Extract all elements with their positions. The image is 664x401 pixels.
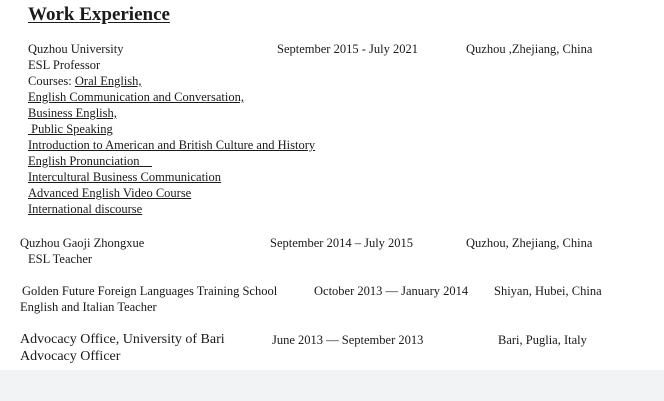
job-2-organization: Quzhou Gaoji Zhongxue <box>20 236 145 250</box>
job-4-dates: June 2013 — September 2013 <box>272 333 424 347</box>
course-item: Public Speaking <box>28 122 113 136</box>
course-item: Advanced English Video Course <box>28 186 192 200</box>
job-3-location: Shiyan, Hubei, China <box>494 284 602 298</box>
job-2-location: Quzhou, Zhejiang, China <box>466 236 593 250</box>
job-3-organization: Golden Future Foreign Languages Training School <box>22 284 278 298</box>
job-2-role: ESL Teacher <box>28 252 93 266</box>
job-4-role: Advocacy Officer <box>20 349 121 364</box>
page-bottom-margin <box>0 370 664 401</box>
course-item: English Pronunciation <box>28 154 152 168</box>
course-item: Oral English, <box>74 74 142 88</box>
job-3-dates: October 2013 — January 2014 <box>314 284 469 298</box>
job-1-dates: September 2015 - July 2021 <box>277 42 418 56</box>
job-1-role: ESL Professor <box>28 58 101 72</box>
courses-label: Courses: <box>28 74 72 88</box>
job-3-role: English and Italian Teacher <box>20 300 157 314</box>
job-2-dates: September 2014 – July 2015 <box>270 236 414 250</box>
course-item: Introduction to American and British Culture and History <box>28 138 316 152</box>
section-heading: Work Experience <box>28 4 170 25</box>
job-4-location: Bari, Puglia, Italy <box>498 333 587 347</box>
course-item: Business English, <box>28 106 117 120</box>
job-1-courses-line <box>28 74 142 89</box>
job-1-organization: Quzhou University <box>28 42 124 56</box>
course-item: Intercultural Business Communication <box>28 170 222 184</box>
job-1-location: Quzhou ,Zhejiang, China <box>466 42 593 56</box>
job-4-organization: Advocacy Office, University of Bari <box>20 332 225 347</box>
course-item: English Communication and Conversation, <box>28 90 244 104</box>
course-item: International discourse <box>28 202 143 216</box>
